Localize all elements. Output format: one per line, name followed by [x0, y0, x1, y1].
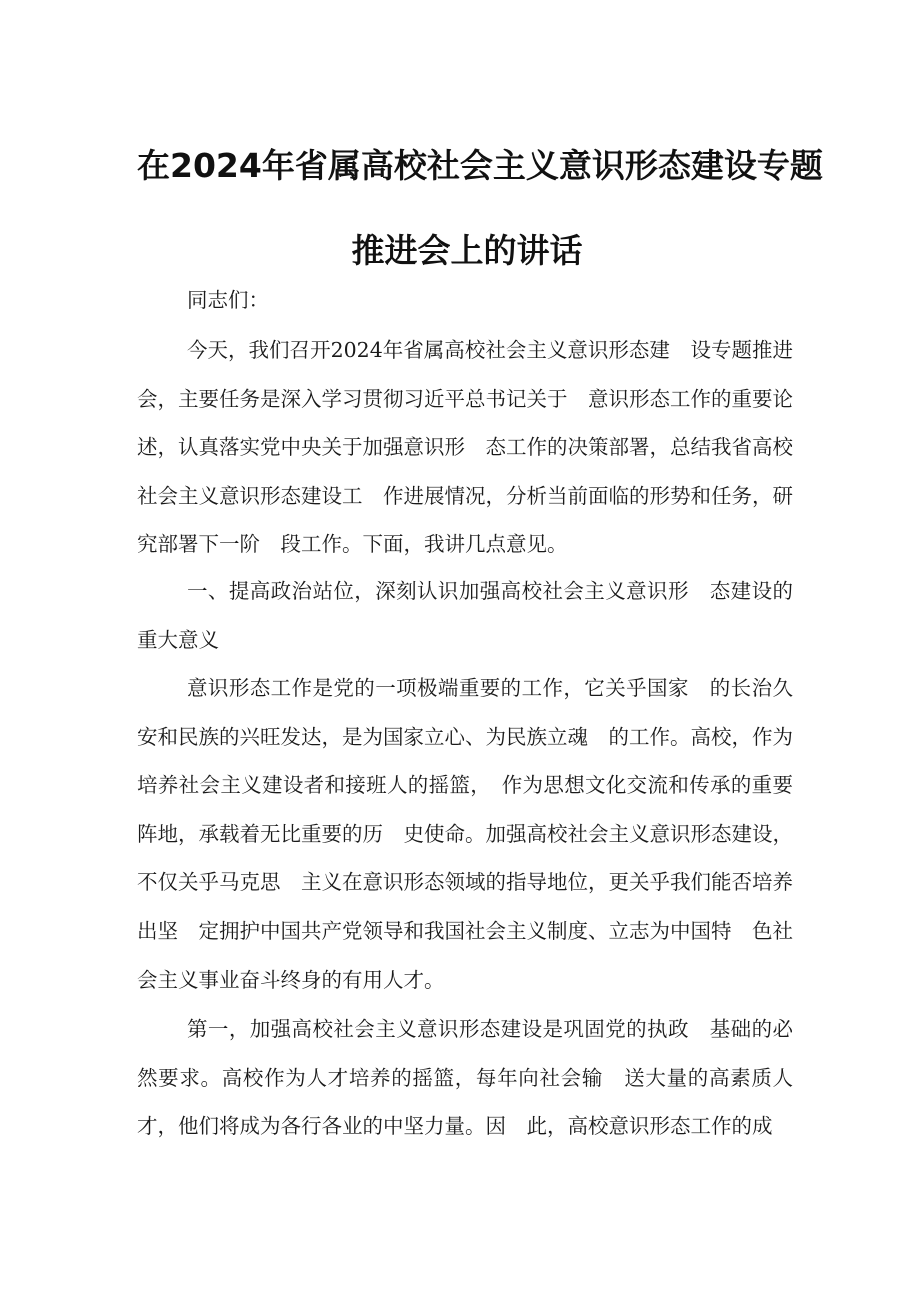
document-title-line-2: 推进会上的讲话 — [351, 231, 583, 270]
paragraph-significance: 意识形态工作是党的一项极端重要的工作，它关乎国家 的长治久安和民族的兴旺发达，是为国家立心、为民族立魂 的工作。高校，作为培养社会主义建设者和接班人的摇篮， 作为思想文化交流和传承的重要阵地，承载着无比重要的历 史使命。加强高校社会主义意识形态建设，不仅关乎马克思 主义在意识形态领域的指导地位，更关乎我们能否培养出坚 定拥护中国共产党领导和我国社会主义制度、立志为中国特 色社会主义事业奋斗终身的有用人才。 — [137, 676, 793, 992]
paragraph-intro: 今天，我们召开2024年省属高校社会主义意识形态建 设专题推进会，主要任务是深入学习贯彻习近平总书记关于 意识形态工作的重要论述，认真落实党中央关于加强意识形 态工作的决策部署，总结我省高校社会主义意识形态建设工 作进展情况，分析当前面临的形势和任务，研究部署下一阶 段工作。下面，我讲几点意见。 — [137, 338, 793, 557]
salutation: 同志们： — [187, 288, 269, 312]
paragraph-first-point: 第一，加强高校社会主义意识形态建设是巩固党的执政 基础的必然要求。高校作为人才培养的摇篮，每年向社会输 送大量的高素质人才，他们将成为各行各业的中坚力量。因 此，高校意识形态工作的成 — [137, 1017, 793, 1139]
document-title-line-1: 在2024年省属高校社会主义意识形态建设专题 — [137, 146, 823, 185]
section-heading-1: 一、提高政治站位，深刻认识加强高校社会主义意识形 态建设的重大意义 — [137, 579, 793, 652]
